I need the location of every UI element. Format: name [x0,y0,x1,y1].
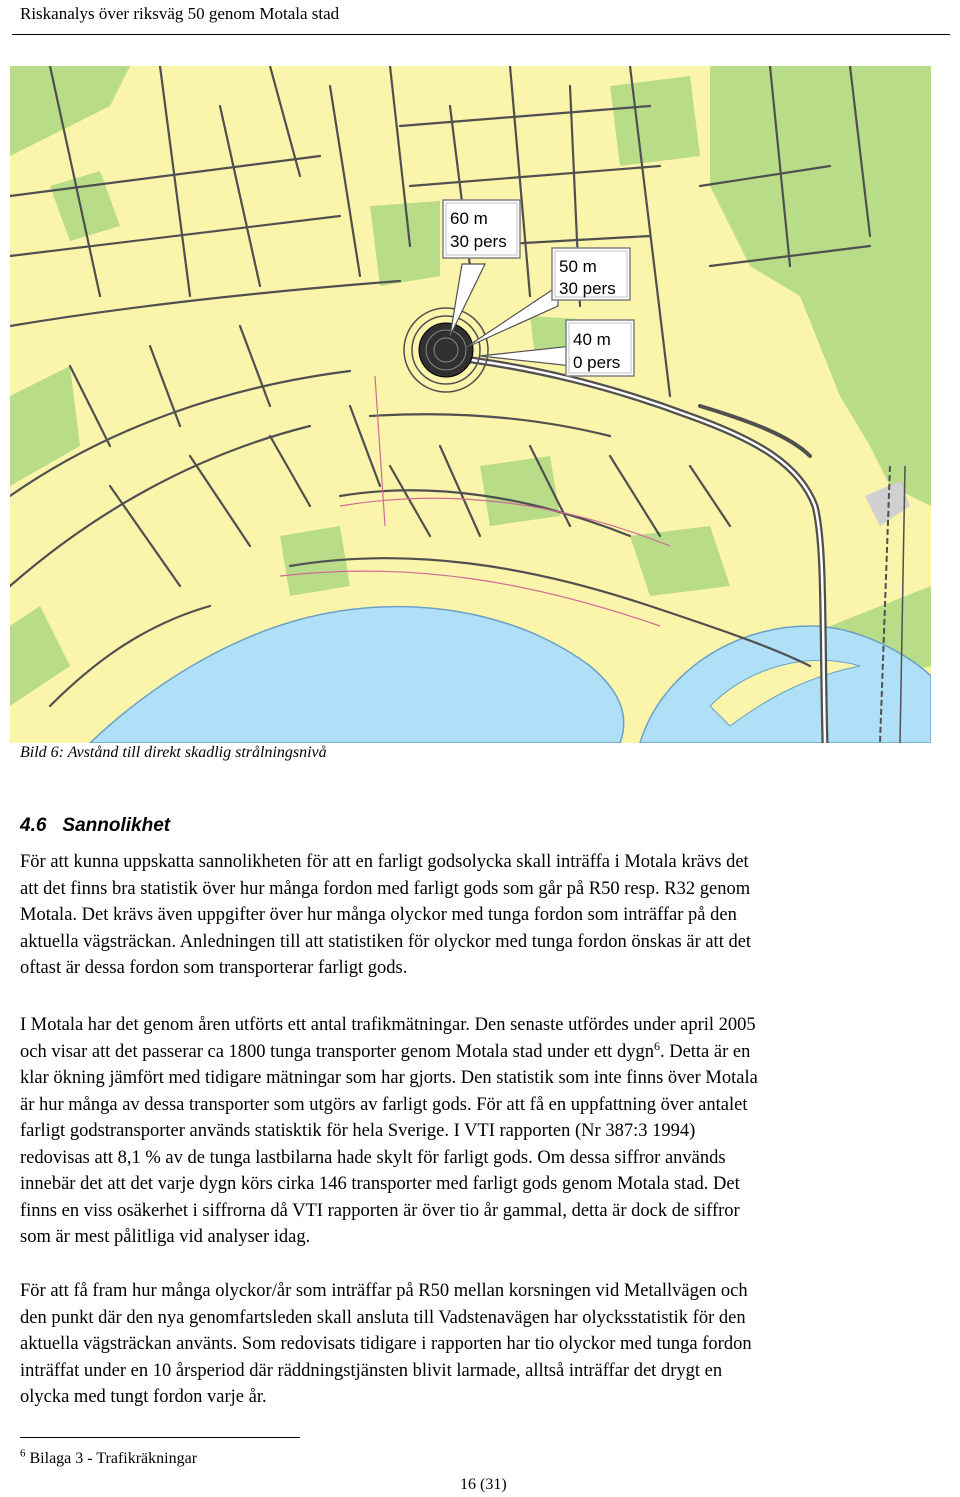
paragraph-line: olycka med tungt fordon varje år. [20,1387,267,1407]
paragraph-3 [20,1278,940,1411]
paragraph-text: och visar att det passerar ca 1800 tunga transporter genom Motala stad under ett dygn [20,1041,654,1062]
section-heading [20,815,170,837]
paragraph-line: För att få fram hur många olyckor/år som inträffar på R50 mellan korsningen vid Metallvägen och [20,1281,748,1301]
footnote-number: 6 [20,1447,26,1460]
label-40m-line2: 0 pers [573,353,621,372]
page-header: Riskanalys över riksväg 50 genom Motala stad [20,4,340,23]
paragraph-line: För att kunna uppskatta sannolikheten för att en farligt godsolycka skall inträffa i Motala krävs det [20,852,749,872]
paragraph-line: är hur många av dessa transporter som utgörs av farligt gods. För att få en uppfattning över antalet [20,1094,748,1115]
paragraph-2 [20,1012,940,1251]
map-figure [10,66,931,743]
section-number: 4.6 [20,815,47,836]
footnote [20,1447,198,1468]
paragraph-line: som är mest pålitliga vid analyser idag. [20,1227,311,1247]
footnote-ref: 6 [653,1038,660,1053]
paragraph-line: den punkt där den nya genomfartsleden skall ansluta till Vadstenavägen har olycksstatistik för den [20,1307,746,1328]
paragraph-line: inträffat under en 10 årsperiod där räddningstjänsten blivit larmade, alltså inträffar det drygt en [20,1360,723,1381]
paragraph-line: redovisas att 8,1 % av de tunga lastbilarna hade skylt för farligt gods. Om dessa siffror används [20,1147,726,1168]
label-50m-line1: 50 m [559,257,597,276]
footnote-text: Bilaga 3 - Trafikräkningar [25,1450,198,1467]
paragraph-line: I Motala har det genom åren utförts ett antal trafikmätningar. Den senaste utfördes under april 2005 [20,1015,756,1035]
paragraph-line: Motala. Det krävs även uppgifter över hur många olyckor med tunga fordon som inträffar på den [20,905,737,925]
page-number: 16 (31) [460,1476,507,1493]
paragraph-line [20,1039,940,1066]
header-divider [12,34,950,35]
label-40m-line1: 40 m [573,330,611,349]
paragraph-line: aktuella vägsträckan. Anledningen till att statistiken för olyckor med tunga fordon önskas är att det [20,931,752,952]
paragraph-line: finns en viss osäkerhet i siffrorna då VTI rapporten är över tio år gammal, detta är dock de siffror [20,1200,740,1221]
map-image [10,66,931,743]
paragraph-line: oftast är dessa fordon som transporterar farligt gods. [20,958,408,978]
paragraph-text: . Detta är en [659,1041,751,1062]
label-40m [566,320,634,376]
paragraph-1 [20,849,940,982]
label-50m-line2: 30 pers [559,279,616,298]
paragraph-line: klar ökning jämfört med tidigare mätningar som har gjorts. Den statistik som inte finns över Motala [20,1068,758,1088]
label-60m-line2: 30 pers [450,232,507,251]
section-title: Sannolikhet [62,815,171,836]
paragraph-line: farligt godstransporter används statisktik för hela Sverige. I VTI rapporten (Nr 387:3 1994) [20,1121,696,1141]
label-60m-line1: 60 m [450,209,488,228]
label-60m [443,200,520,258]
figure-caption: Bild 6: Avstånd till direkt skadlig strålningsnivå [20,744,327,761]
paragraph-line: att det finns bra statistik över hur många fordon med farligt gods som går på R50 resp. R32 genom [20,878,751,899]
paragraph-line: innebär det att det varje dygn körs cirka 146 transporter med farligt gods genom Motala stad. Det [20,1174,740,1194]
footnote-divider [20,1437,300,1438]
paragraph-line: aktuella vägsträckan använts. Som redovisats tidigare i rapporten har tio olyckor med tunga fordon [20,1334,752,1354]
label-50m [552,248,630,300]
